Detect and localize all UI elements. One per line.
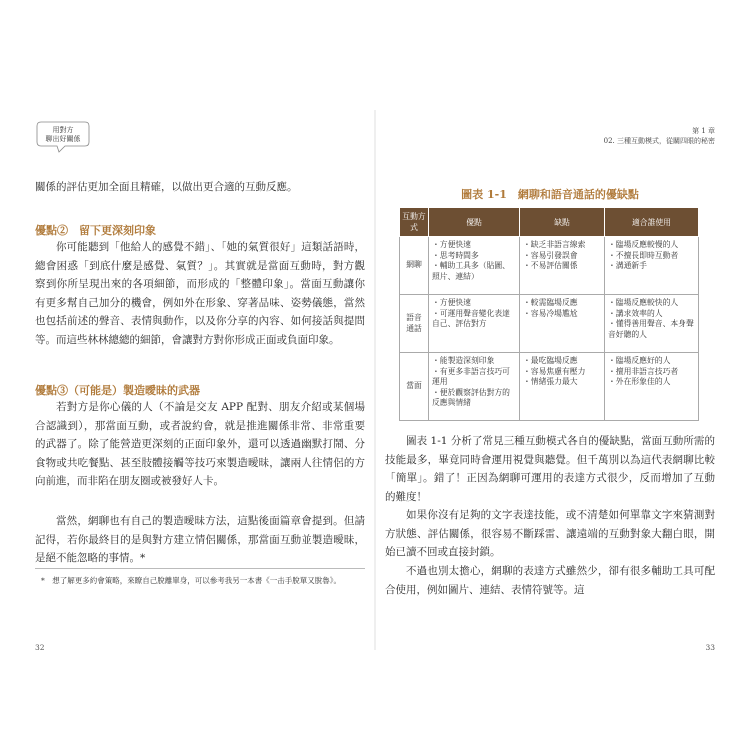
- cell-cons: [520, 295, 605, 353]
- list-item: ・ 不擅長即時互動者: [608, 251, 695, 262]
- page-number-right: 33: [705, 643, 715, 652]
- list-item: ・ 缺乏非語言線索: [523, 240, 601, 251]
- row-label: 網聊: [400, 237, 429, 295]
- right-page: [385, 120, 715, 652]
- table-header-who: 適合誰使用: [605, 208, 699, 237]
- list-item: ・ 較需臨場反應: [523, 298, 601, 309]
- section-heading-advantage-2: 優點② 留下更深刻印象: [35, 224, 156, 237]
- list-item: ・ 外在形象佳的人: [608, 377, 695, 388]
- list-item: ・ 方便快速: [432, 298, 516, 309]
- page-number-left: 32: [35, 643, 45, 652]
- table-row: [400, 295, 699, 353]
- list-item: ・ 臨場反應好的人: [608, 356, 695, 367]
- cell-who: [605, 237, 699, 295]
- cell-pros: [429, 353, 520, 421]
- logo-line2: 聊出好關係: [45, 135, 81, 143]
- paragraph-text-skills: 如果你沒有足夠的文字表達技能，或不清楚如何單靠文字來猜測對方狀態、評估關係，很容易不斷踩雷、讓遠端的互動對象大翻白眼，開始已讀不回或直接封鎖。: [385, 509, 715, 558]
- chapter-title: 02. 三種互動模式，從關四眼的秘密: [603, 137, 715, 145]
- paragraph-advantage-2: 你可能聽到「他給人的感覺不錯」、「她的氣質很好」這類話語時，總會困惑「到底什麼是感覺、氣質？」。其實就是當面互動時，對方觀察到你所呈現出來的各項細節，而形成的「整體印象」。當面互動讓你有更多幫自己加分的機會，例如外在形象、穿著品味、姿勢儀態，當然也包括前述的聲音、表情與動作，以及你分享的內容、如何接話與提問等。而這些林林總總的細節，會讓對方對你形成正面或負面印象。: [35, 241, 365, 346]
- paragraph-advantage-3b: 當然，網聊也有自己的製造曖昧方法，這點後面篇章會提到。但請記得，若你最終目的是與對方建立情侶關係，那當面互動並製造曖昧，是絕不能忽略的事情。*: [35, 515, 365, 564]
- list-item: ・ 講求效率的人: [608, 309, 695, 320]
- list-item: ・ 有更多非語言技巧可運用: [432, 367, 516, 388]
- list-item: ・ 擅用非語言技巧者: [608, 367, 695, 378]
- book-spine: [374, 110, 376, 650]
- cell-who: [605, 295, 699, 353]
- row-label: 語音通話: [400, 295, 429, 353]
- speech-bubble-logo-icon: [35, 120, 91, 154]
- logo-line1: 用對方: [52, 126, 74, 134]
- list-item: ・ 思考時間多: [432, 251, 516, 262]
- footnote: * 想了解更多約會策略，來瞭自己脫離單身，可以參考我另一本書《一击手脫單又脫魯》。: [41, 576, 341, 585]
- list-item: ・ 便於觀察評估對方的反應與情緒: [432, 388, 516, 409]
- list-item: ・ 容易冷場尷尬: [523, 309, 601, 320]
- list-item: ・ 輔助工具多（貼圖、照片、連結）: [432, 261, 516, 282]
- table-row: [400, 237, 699, 295]
- list-item: ・ 能製造深刻印象: [432, 356, 516, 367]
- list-item: ・ 臨場反應較快的人: [608, 298, 695, 309]
- list-item: ・ 容易焦慮有壓力: [523, 367, 601, 378]
- table-row: [400, 353, 699, 421]
- list-item: ・ 方便快速: [432, 240, 516, 251]
- table-header-pros: 優點: [429, 208, 520, 237]
- section-heading-advantage-3: 優點③（可能是）製造曖昧的武器: [35, 384, 200, 397]
- list-item: ・ 容易引發誤會: [523, 251, 601, 262]
- table-header-mode: 互動方式: [400, 208, 429, 237]
- left-page: [35, 120, 365, 652]
- paragraph-analysis: 圖表 1-1 分析了常見三種互動模式各自的優缺點，當面互動所需的技能最多，畢竟同時會運用視覺與聽覺。但千萬別以為這代表網聊比較「簡單」。錯了！正因為網聊可運用的表達方式很少，反而增加了互動的難度！: [385, 435, 715, 503]
- table-header-cons: 缺點: [520, 208, 605, 237]
- list-item: ・ 臨場反應較慢的人: [608, 240, 695, 251]
- cell-pros: [429, 237, 520, 295]
- cell-cons: [520, 353, 605, 421]
- cell-cons: [520, 237, 605, 295]
- list-item: ・ 不易評估關係: [523, 261, 601, 272]
- paragraph-advantage-3: 若對方是你心儀的人（不論是交友 APP 配對、朋友介紹或某個場合認識到），那當面互動，或者說約會，就是推進關係非常、非常重要的武器了。除了能營造更深刻的正面印象外，還可以透過幽默打鬧、分食物或共吃餐點、甚至肢體接觸等技巧來製造曖昧，讓兩人往情侶的方向前進，而非陷在朋友圈或被發好人卡。: [35, 401, 365, 487]
- paragraph-top: 關係的評估更加全面且精確，以做出更合適的互動反應。: [35, 181, 298, 193]
- cell-who: [605, 353, 699, 421]
- footnote-divider: [35, 568, 365, 569]
- table-header-row: [400, 208, 699, 237]
- list-item: ・ 可運用聲音變化表達自己、評估對方: [432, 309, 516, 330]
- chapter-header: [604, 126, 715, 146]
- list-item: ・ 最吃臨場反應: [523, 356, 601, 367]
- chapter-number: 第 1 章: [692, 127, 715, 135]
- paragraph-tools: 不過也別太擔心，網聊的表達方式雖然少，卻有很多輔助工具可配合使用，例如圖片、連結、表情符號等。這: [385, 565, 715, 596]
- list-item: ・ 懂得善用聲音、本身聲音好聽的人: [608, 319, 695, 340]
- row-label: 當面: [400, 353, 429, 421]
- list-item: ・ 情緒張力最大: [523, 377, 601, 388]
- table-title: 圖表 1-1 網聊和語音通話的優缺點: [461, 188, 639, 201]
- cell-pros: [429, 295, 520, 353]
- list-item: ・ 溝通新手: [608, 261, 695, 272]
- comparison-table: [399, 207, 699, 421]
